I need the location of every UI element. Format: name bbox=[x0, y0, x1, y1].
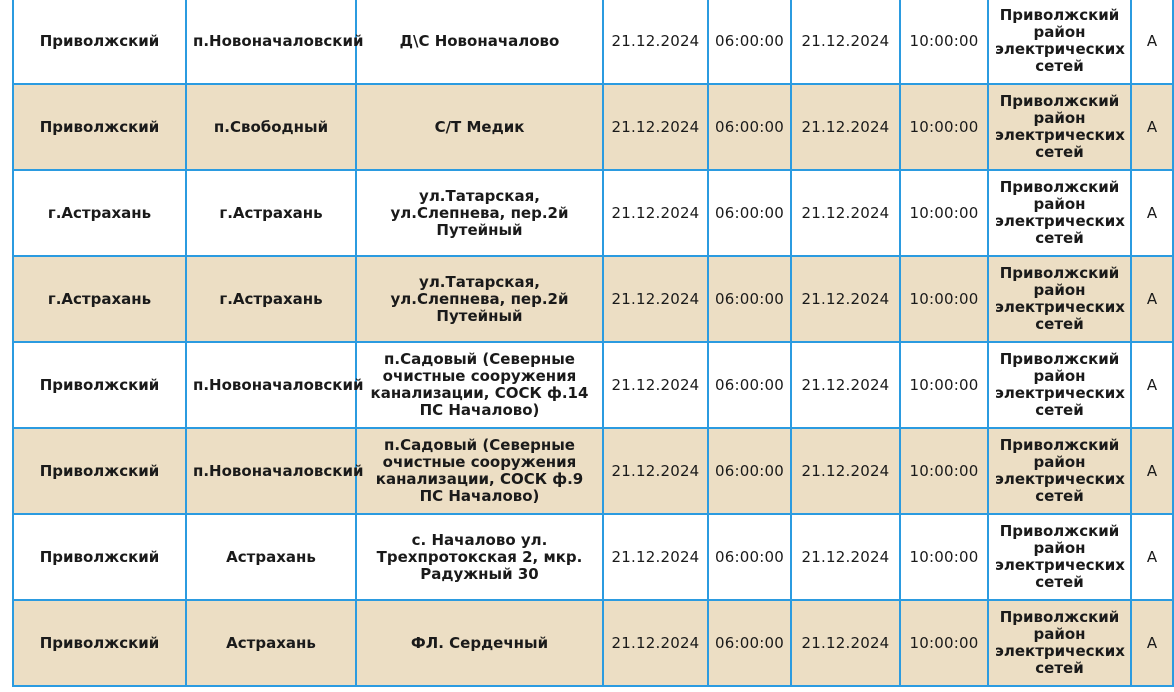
start-date-cell: 21.12.2024 bbox=[603, 600, 708, 686]
end-time-cell: 10:00:00 bbox=[900, 514, 988, 600]
locality-cell: п.Новоначаловский bbox=[186, 428, 356, 514]
object-cell: ул.Татарская, ул.Слепнева, пер.2й Путейный bbox=[356, 170, 603, 256]
district-cell: Приволжский bbox=[13, 84, 186, 170]
district-cell: Приволжский bbox=[13, 0, 186, 84]
end-time-cell: 10:00:00 bbox=[900, 256, 988, 342]
organization-cell: Приволжский район электрических сетей bbox=[988, 256, 1131, 342]
district-cell: Приволжский bbox=[13, 428, 186, 514]
end-time-cell: 10:00:00 bbox=[900, 600, 988, 686]
extra-cell: А bbox=[1131, 256, 1173, 342]
start-date-cell: 21.12.2024 bbox=[603, 170, 708, 256]
locality-cell: Астрахань bbox=[186, 514, 356, 600]
extra-cell: А bbox=[1131, 0, 1173, 84]
start-date-cell: 21.12.2024 bbox=[603, 0, 708, 84]
object-cell: С/Т Медик bbox=[356, 84, 603, 170]
organization-cell: Приволжский район электрических сетей bbox=[988, 514, 1131, 600]
table-body bbox=[13, 0, 1173, 686]
table-row bbox=[13, 600, 1173, 686]
district-cell: г.Астрахань bbox=[13, 170, 186, 256]
district-cell: Приволжский bbox=[13, 600, 186, 686]
outage-schedule-table bbox=[12, 0, 1174, 687]
start-time-cell: 06:00:00 bbox=[708, 514, 791, 600]
extra-cell: А bbox=[1131, 514, 1173, 600]
start-time-cell: 06:00:00 bbox=[708, 256, 791, 342]
extra-cell: А bbox=[1131, 84, 1173, 170]
locality-cell: Астрахань bbox=[186, 600, 356, 686]
object-cell: Д\С Новоначалово bbox=[356, 0, 603, 84]
locality-cell: г.Астрахань bbox=[186, 256, 356, 342]
end-date-cell: 21.12.2024 bbox=[791, 342, 900, 428]
locality-cell: п.Свободный bbox=[186, 84, 356, 170]
start-time-cell: 06:00:00 bbox=[708, 600, 791, 686]
end-date-cell: 21.12.2024 bbox=[791, 84, 900, 170]
start-date-cell: 21.12.2024 bbox=[603, 428, 708, 514]
object-cell: с. Началово ул. Трехпротокская 2, мкр. Радужный 30 bbox=[356, 514, 603, 600]
end-date-cell: 21.12.2024 bbox=[791, 0, 900, 84]
object-cell: ул.Татарская, ул.Слепнева, пер.2й Путейный bbox=[356, 256, 603, 342]
locality-cell: г.Астрахань bbox=[186, 170, 356, 256]
start-time-cell: 06:00:00 bbox=[708, 84, 791, 170]
table-row bbox=[13, 514, 1173, 600]
table-row bbox=[13, 428, 1173, 514]
district-cell: Приволжский bbox=[13, 514, 186, 600]
end-time-cell: 10:00:00 bbox=[900, 342, 988, 428]
object-cell: п.Садовый (Северные очистные сооружения канализации, СОСК ф.14 ПС Началово) bbox=[356, 342, 603, 428]
end-date-cell: 21.12.2024 bbox=[791, 256, 900, 342]
table-row bbox=[13, 0, 1173, 84]
extra-cell: А bbox=[1131, 600, 1173, 686]
end-date-cell: 21.12.2024 bbox=[791, 428, 900, 514]
locality-cell: п.Новоначаловский bbox=[186, 342, 356, 428]
organization-cell: Приволжский район электрических сетей bbox=[988, 600, 1131, 686]
table-row bbox=[13, 84, 1173, 170]
extra-cell: А bbox=[1131, 342, 1173, 428]
start-time-cell: 06:00:00 bbox=[708, 0, 791, 84]
organization-cell: Приволжский район электрических сетей bbox=[988, 0, 1131, 84]
district-cell: г.Астрахань bbox=[13, 256, 186, 342]
end-date-cell: 21.12.2024 bbox=[791, 600, 900, 686]
organization-cell: Приволжский район электрических сетей bbox=[988, 342, 1131, 428]
end-time-cell: 10:00:00 bbox=[900, 170, 988, 256]
object-cell: п.Садовый (Северные очистные сооружения канализации, СОСК ф.9 ПС Началово) bbox=[356, 428, 603, 514]
end-time-cell: 10:00:00 bbox=[900, 428, 988, 514]
start-date-cell: 21.12.2024 bbox=[603, 514, 708, 600]
extra-cell: А bbox=[1131, 170, 1173, 256]
start-date-cell: 21.12.2024 bbox=[603, 84, 708, 170]
start-time-cell: 06:00:00 bbox=[708, 428, 791, 514]
extra-cell: А bbox=[1131, 428, 1173, 514]
object-cell: ФЛ. Сердечный bbox=[356, 600, 603, 686]
organization-cell: Приволжский район электрических сетей bbox=[988, 428, 1131, 514]
start-time-cell: 06:00:00 bbox=[708, 342, 791, 428]
locality-cell: п.Новоначаловский bbox=[186, 0, 356, 84]
end-date-cell: 21.12.2024 bbox=[791, 514, 900, 600]
start-date-cell: 21.12.2024 bbox=[603, 342, 708, 428]
organization-cell: Приволжский район электрических сетей bbox=[988, 170, 1131, 256]
table-row bbox=[13, 342, 1173, 428]
start-date-cell: 21.12.2024 bbox=[603, 256, 708, 342]
end-time-cell: 10:00:00 bbox=[900, 0, 988, 84]
table-row bbox=[13, 256, 1173, 342]
start-time-cell: 06:00:00 bbox=[708, 170, 791, 256]
end-date-cell: 21.12.2024 bbox=[791, 170, 900, 256]
organization-cell: Приволжский район электрических сетей bbox=[988, 84, 1131, 170]
district-cell: Приволжский bbox=[13, 342, 186, 428]
table-row bbox=[13, 170, 1173, 256]
end-time-cell: 10:00:00 bbox=[900, 84, 988, 170]
